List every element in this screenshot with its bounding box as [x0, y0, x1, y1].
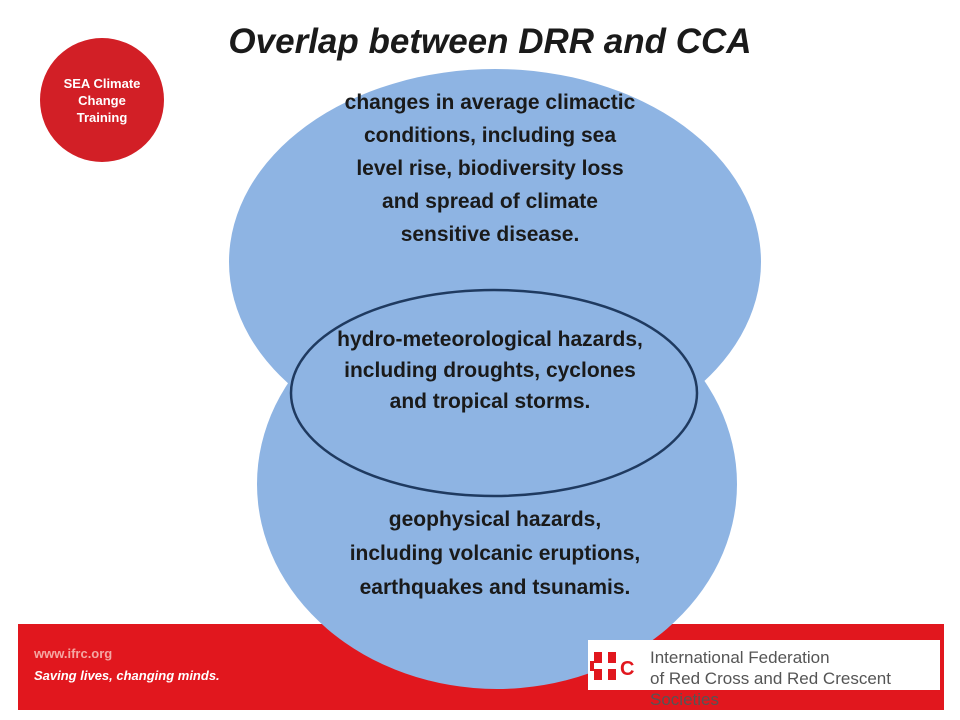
ifrc-logo-icon — [590, 644, 640, 688]
footer-tagline: Saving lives, changing minds. — [34, 668, 220, 683]
ifrc-name-line1: International Federation — [650, 648, 830, 667]
ifrc-name-line2: of Red Cross and Red Crescent Societies — [650, 669, 891, 709]
ifrc-organization-name — [650, 647, 960, 710]
badge-text: SEA Climate Change Training — [63, 75, 141, 125]
bottom-circle-text: geophysical hazards, including volcanic eruptions, earthquakes and tsunamis. — [349, 508, 641, 599]
top-circle-text: changes in average climactic conditions, including sea level rise, biodiversity loss and spread of climate sensitive disease. — [344, 91, 636, 246]
footer-url-link[interactable]: www.ifrc.org — [34, 646, 113, 661]
slide-title: Overlap between DRR and CCA — [228, 22, 752, 61]
svg-text:C: C — [620, 658, 635, 680]
overlap-text: hydro-meteorological hazards, including droughts, cyclones and tropical storms. — [337, 328, 643, 413]
